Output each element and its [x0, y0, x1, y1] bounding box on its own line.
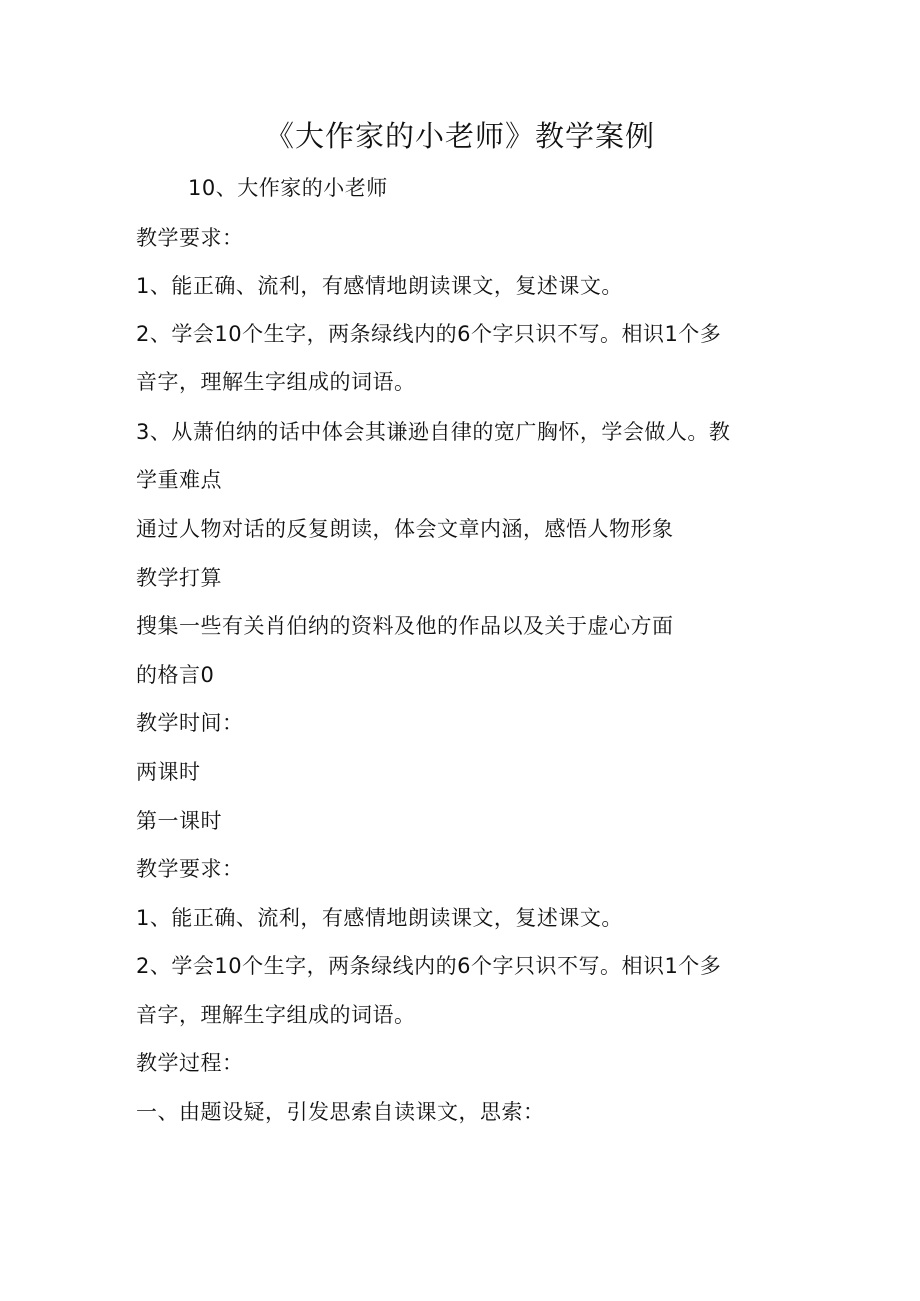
paragraph-line: 音字，理解生字组成的词语。: [136, 1003, 416, 1027]
section-heading-requirements: 教学要求：: [136, 226, 244, 250]
section-heading-preparation: 教学打算: [136, 566, 222, 590]
paragraph-line: 搜集一些有关肖伯纳的资料及他的作品以及关于虚心方面: [136, 614, 674, 638]
paragraph-line: 2、学会10个生字，两条绿线内的6个字只识不写。相识1个多: [136, 322, 722, 346]
paragraph-line: 一、由题设疑，引发思索自读课文，思索：: [136, 1100, 545, 1124]
paragraph-line: 的格言0: [136, 663, 215, 687]
section-heading-process: 教学过程：: [136, 1051, 244, 1075]
paragraph-line: 2、学会10个生字，两条绿线内的6个字只识不写。相识1个多: [136, 954, 722, 978]
paragraph-line: 1、能正确、流利，有感情地朗读课文，复述课文。: [136, 274, 623, 298]
document-title: 《大作家的小老师》教学案例: [264, 119, 655, 153]
section-heading-time: 教学时间：: [136, 711, 244, 735]
paragraph-line: 音字，理解生字组成的词语。: [136, 370, 416, 394]
section-heading-first-period: 第一课时: [136, 809, 222, 833]
paragraph-line: 3、从萧伯纳的话中体会其谦逊自律的宽广胸怀，学会做人。教: [136, 420, 731, 444]
section-heading-key-points: 学重难点: [136, 468, 222, 492]
section-heading-requirements-2: 教学要求：: [136, 857, 244, 881]
paragraph-line: 通过人物对话的反复朗读，体会文章内涵，感悟人物形象: [136, 517, 674, 541]
paragraph-line: 1、能正确、流利，有感情地朗读课文，复述课文。: [136, 906, 623, 930]
lesson-heading: 10、大作家的小老师: [188, 176, 388, 200]
paragraph-line: 两课时: [136, 760, 201, 784]
